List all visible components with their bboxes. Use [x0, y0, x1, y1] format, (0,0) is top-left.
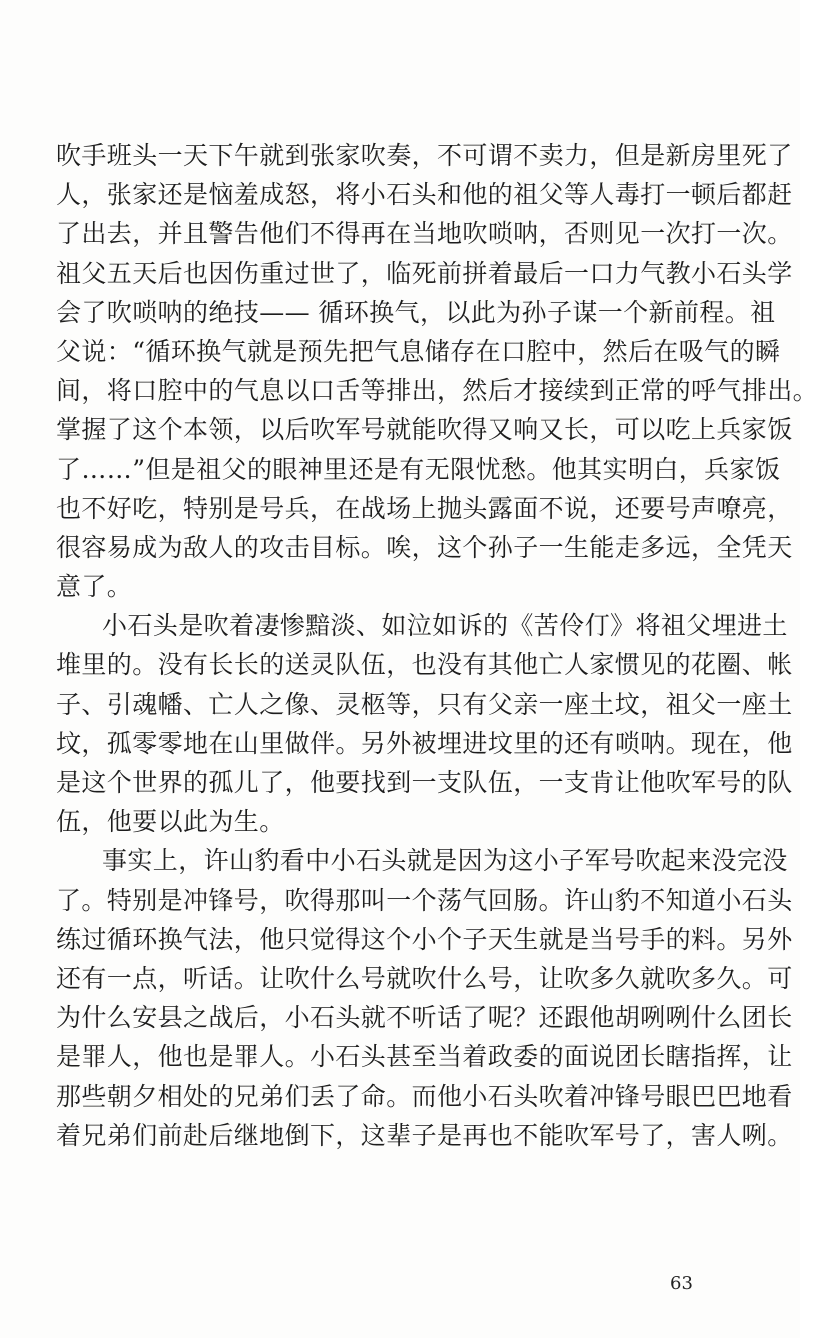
text-line: 父说：“循环换气就是预先把气息储存在口腔中，然后在吸气的瞬	[56, 336, 781, 366]
text-line: 会了吹唢呐的绝技—— 循环换气，以此为孙子谋一个新前程。祖	[56, 297, 776, 327]
text-line: 间，将口腔中的气息以口舌等排出，然后才接续到正常的呼气排出。	[56, 376, 818, 406]
text-line: 子、引魂幡、亡人之像、灵柩等，只有父亲一座土坟，祖父一座土	[56, 689, 793, 719]
text-line: 坟，孤零零地在山里做伴。另外被埋进坟里的还有唢呐。现在，他	[56, 728, 793, 758]
text-line: 了……”但是祖父的眼神里还是有无限忧愁。他其实明白，兵家饭	[56, 454, 781, 484]
text-line: 掌握了这个本领，以后吹军号就能吹得又响又长，可以吃上兵家饭	[56, 415, 793, 445]
text-line: 还有一点，听话。让吹什么号就吹什么号，让吹多久就吹多久。可	[56, 963, 793, 993]
text-line: 那些朝夕相处的兄弟们丢了命。而他小石头吹着冲锋号眼巴巴地看	[56, 1081, 793, 1111]
text-line: 为什么安县之战后，小石头就不听话了呢？还跟他胡咧咧什么团长	[56, 1003, 793, 1033]
text-line: 是这个世界的孤儿了，他要找到一支队伍，一支肯让他吹军号的队	[56, 768, 793, 797]
paragraph-2	[56, 606, 793, 841]
text-line: 事实上，许山豹看中小石头就是因为这小子军号吹起来没完没	[102, 846, 788, 876]
text-line: 了出去，并且警告他们不得再在当地吹唢呐，否则见一次打一次。	[56, 219, 793, 249]
text-line: 人，张家还是恼羞成怒，将小石头和他的祖父等人毒打一顿后都赶	[56, 180, 793, 210]
text-line: 练过循环换气法，他只觉得这个小个子天生就是当号手的料。另外	[56, 924, 793, 954]
text-line: 小石头是吹着凄惨黯淡、如泣如诉的《苦伶仃》将祖父埋进土	[102, 611, 788, 641]
text-line: 也不好吃，特别是号兵，在战场上抛头露面不说，还要号声嘹亮，	[56, 493, 793, 523]
text-line: 伍，他要以此为生。	[56, 807, 285, 837]
page-number: 63	[670, 1273, 693, 1294]
body-text	[56, 136, 818, 1155]
text-line: 着兄弟们前赴后继地倒下，这辈子是再也不能吹军号了，害人咧。	[56, 1120, 793, 1150]
text-line: 是罪人，他也是罪人。小石头甚至当着政委的面说团长瞎指挥，让	[56, 1042, 793, 1072]
paragraph-1	[56, 136, 818, 606]
text-line: 堆里的。没有长长的送灵队伍，也没有其他亡人家惯见的花圈、帐	[56, 650, 793, 680]
text-line: 祖父五天后也因伤重过世了，临死前拼着最后一口力气教小石头学	[56, 258, 793, 288]
text-line: 意了。	[56, 572, 133, 602]
text-line: 了。特别是冲锋号，吹得那叫一个荡气回肠。许山豹不知道小石头	[56, 885, 793, 915]
text-line: 吹手班头一天下午就到张家吹奏，不可谓不卖力，但是新房里死了	[56, 141, 793, 170]
text-line: 很容易成为敌人的攻击目标。唉，这个孙子一生能走多远，全凭天	[56, 532, 793, 562]
paragraph-3	[56, 841, 793, 1155]
